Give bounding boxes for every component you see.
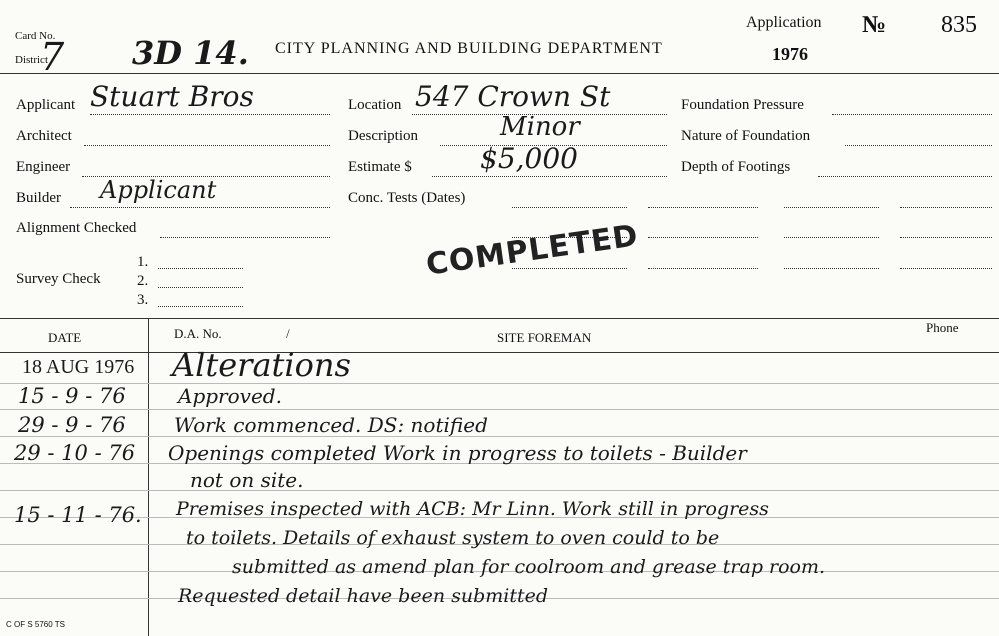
ruled-line-5 [0,490,999,491]
survey-2-label: 2. [137,273,149,289]
description-label: Description [348,128,418,144]
depth-label: Depth of Footings [681,159,791,175]
date-column-divider [148,318,149,636]
survey-3-label: 3. [137,292,149,308]
col-da-no: D.A. No. [174,326,222,341]
table-header-rule [0,352,999,353]
nature-label: Nature of Foundation [681,128,811,144]
entry-note: Approved. [178,384,282,408]
applicant-value: Stuart Bros [90,80,254,113]
entry-date: 15 - 11 - 76. [14,503,142,527]
conc-line-c1 [784,207,879,208]
alignment-label: Alignment Checked [16,220,137,236]
conc-tests-label: Conc. Tests (Dates) [348,190,466,206]
conc-line-b2 [648,237,758,238]
builder-line [70,207,330,208]
architect-line [84,145,330,146]
footer-code: C OF S 5760 TS [6,620,65,629]
architect-label: Architect [16,128,72,144]
foundation-pressure-label: Foundation Pressure [681,97,804,113]
survey-3-line [158,306,243,307]
conc-line-c2 [784,237,879,238]
entry-note: submitted as amend plan for coolroom and grease trap room. [232,556,826,578]
entry-date: 18 AUG 1976 [22,356,135,378]
conc-line-c3 [784,268,879,269]
builder-value: Applicant [100,176,217,204]
application-year: 1976 [772,44,808,64]
location-value: 547 Crown St [415,80,611,113]
table-top-rule [0,318,999,319]
application-label: Application [746,14,822,31]
card-no-value: 7 [40,35,65,79]
col-date: DATE [48,330,82,345]
entry-note: Premises inspected with ACB: Mr Linn. Work still in progress [176,498,769,520]
survey-1-line [158,268,243,269]
completed-stamp: COMPLETED [424,218,641,283]
application-number: 835 [941,12,977,38]
alignment-line [160,237,330,238]
estimate-value: $5,000 [480,142,578,175]
description-value: Minor [500,112,580,142]
ruled-line-3 [0,436,999,437]
district-value: 3D 14. [132,34,249,72]
survey-2-line [158,287,243,288]
entry-note: to toilets. Details of exhaust system to oven could to be [186,527,720,549]
entry-date: 15 - 9 - 76 [18,384,126,408]
col-site-foreman: SITE FOREMAN [497,330,592,345]
conc-line-d3 [900,268,992,269]
conc-line-a1 [512,207,627,208]
nature-line [845,145,992,146]
applicant-line [90,114,330,115]
conc-line-d1 [900,207,992,208]
foundation-pressure-line [832,114,992,115]
applicant-label: Applicant [16,97,76,113]
conc-line-b3 [648,268,758,269]
entry-note: Work commenced. DS: notified [174,413,488,437]
department-title: CITY PLANNING AND BUILDING DEPARTMENT [275,40,663,57]
entry-note: not on site. [190,468,304,492]
builder-label: Builder [16,190,61,206]
ruled-line-1 [0,383,999,384]
location-label: Location [348,97,402,113]
card-no-label: Card No. [15,30,56,42]
ruled-line-2 [0,409,999,410]
number-symbol: № [862,12,887,38]
conc-line-d2 [900,237,992,238]
col-phone: Phone [926,320,959,335]
col-slash: / [286,326,290,341]
engineer-label: Engineer [16,159,71,175]
estimate-label: Estimate $ [348,159,412,175]
entry-date: 29 - 9 - 76 [18,413,126,437]
survey-1-label: 1. [137,254,149,270]
entry-note: Requested detail have been submitted [178,585,549,607]
depth-line [818,176,992,177]
entry-note: Alterations [172,346,351,384]
entry-date: 29 - 10 - 76 [14,441,136,465]
survey-label: Survey Check [16,271,101,287]
header-rule [0,73,999,74]
district-label: District [15,54,48,66]
estimate-line [432,176,667,177]
entry-note: Openings completed Work in progress to toilets - Builder [168,441,747,465]
conc-line-b1 [648,207,758,208]
